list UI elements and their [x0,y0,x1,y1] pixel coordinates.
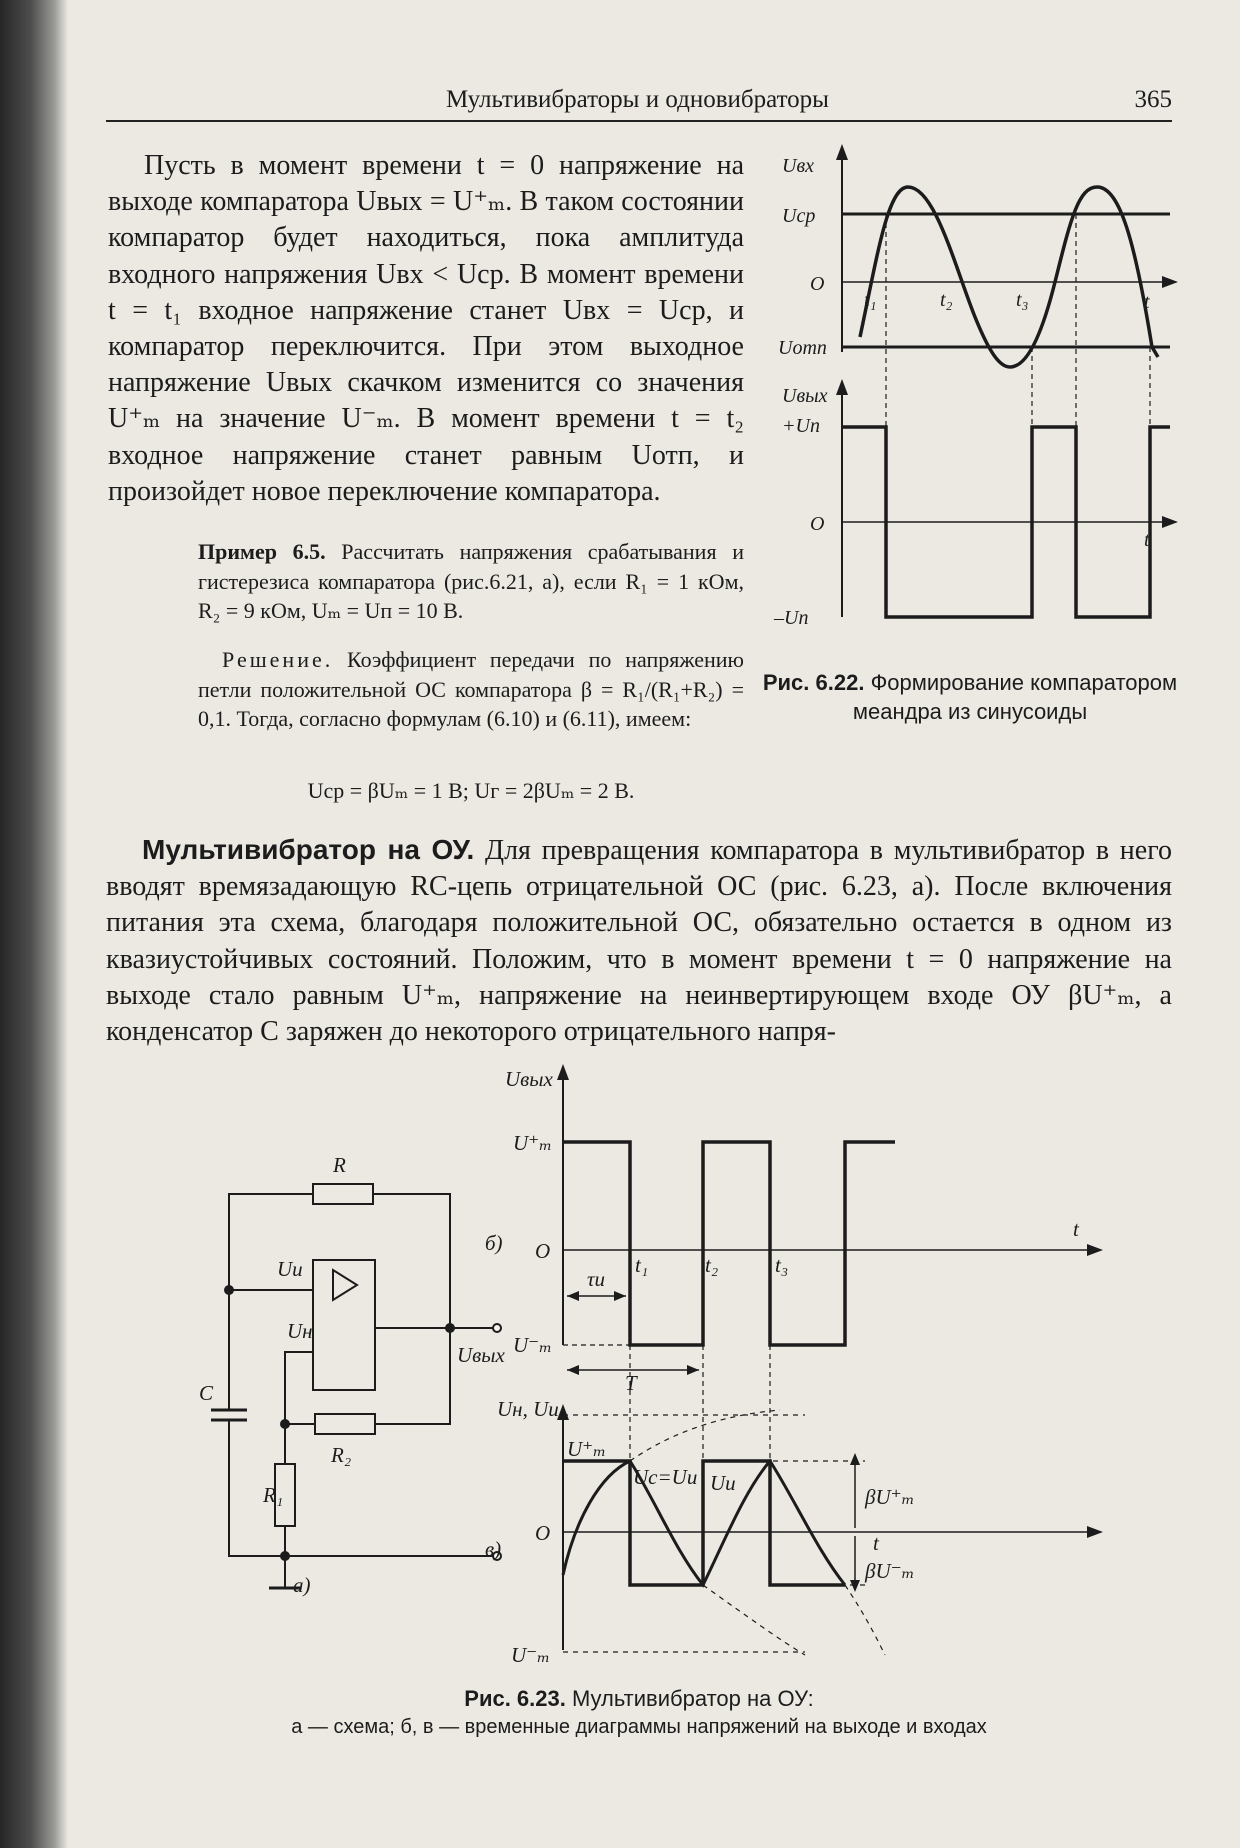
fig22-label-t-top: t [1144,291,1150,313]
label-panel-a: а) [293,1573,311,1597]
page-number: 365 [1134,86,1172,113]
label-c: C [199,1381,214,1405]
label-b-t3: t₃ [775,1253,789,1277]
section-multivibrator [106,832,1172,1050]
figure-6-23-caption [106,1685,1172,1741]
fig22-label-t3: t₃ [1016,289,1029,311]
fig22-label-t2: t₂ [940,289,953,311]
fig22-label-zero-bottom: O [810,513,825,535]
section-title: Мультивибратор на ОУ. [142,834,475,865]
label-v-panel: в) [485,1537,502,1561]
label-v-zero: O [535,1521,551,1545]
solution-label: Решение. [222,647,334,672]
label-r: R [333,1153,346,1177]
label-b-tau: τи [587,1267,606,1291]
fig23-b-square-wave [563,1142,895,1345]
label-ui: Uи [277,1257,303,1281]
figure-6-23 [199,1067,1165,1680]
fig23-caption-label: Рис. 6.23. [464,1686,566,1711]
fig22-caption-text: Формирование компаратором меандра из синусоиды [852,670,1178,724]
solution-formula: Uср = βUₘ = 1 В; Uг = 2βUₘ = 2 В. [307,778,635,803]
label-v-uc: Uс=Uи [633,1465,698,1489]
example-label: Пример 6.5. [198,539,326,564]
label-b-panel: б) [485,1231,503,1255]
label-uout: Uвых [457,1343,505,1367]
fig22-arrow-top [836,144,848,160]
fig22-label-usr: Uср [782,205,816,227]
output-terminal [493,1324,501,1332]
label-b-T: T [625,1371,637,1395]
label-v-ui: Uи [710,1471,736,1495]
fig22-label-zero-top: O [810,273,825,295]
label-v-beta-minus: βU⁻ₘ [865,1559,915,1583]
fig22-label-uout: Uвых [782,385,828,407]
solution-text: Коэффициент передачи по напряжению петли положительной ОС компаратора β = R₁/(R₁+R₂) = 0,1. Тогда, согласно формулам (6.10) и (6.11), имеем: [198,647,744,731]
label-un: Uн [287,1319,313,1343]
paragraph-comparator: Пусть в момент времени t = 0 напряжение на выходе компаратора Uвых = U⁺ₘ. В таком состоянии компаратор будет находиться, пока амплитуда входного напряжения Uвх < Uср. В момент времени t = t₁ входное напряжение станет Uвх = Uср, и компаратор переключится. При этом выходное напряжение Uвых скачком изменится со значения U⁺ₘ на значение U⁻ₘ. В момент времени t = t₂ входное напряжение станет равным Uотп, и произойдет новое переключение компаратора. [108,150,744,507]
fig22-label-plus-up: +Uп [782,415,820,437]
label-v-um-minus: U⁻ₘ [511,1643,551,1667]
fig23-plot-v [557,1404,1103,1655]
resistor-r2 [315,1414,375,1434]
example-text: Рассчитать напряжения срабатывания и гистерезиса компаратора (рис.6.21, а), если R₁ = 1 кОм, R₂ = 9 кОм, Uₘ = Uп = 10 В. [198,539,744,623]
label-b-t: t [1073,1217,1079,1241]
fig22-label-uotp: Uотп [778,337,827,359]
running-title: Мультивибраторы и одновибраторы [446,86,829,113]
solution [198,645,744,734]
label-b-um-plus: U⁺ₘ [513,1131,553,1155]
opamp [313,1260,375,1390]
figure-6-22 [760,142,1180,662]
label-v-beta-plus: βU⁺ₘ [865,1485,915,1509]
resistor-r [313,1184,373,1204]
fig23-caption-sub: а — схема; б, в — временные диаграммы напряжений на выходе и входах [291,1716,987,1738]
example-6-5 [198,537,744,626]
label-r2: R₂ [331,1443,352,1467]
fig23-plot-b [557,1064,1103,1510]
page-header [106,86,1172,122]
label-v-t: t [873,1531,879,1555]
label-b-um-minus: U⁻ₘ [513,1333,553,1357]
fig23-caption-text: Мультивибратор на ОУ: [565,1686,814,1711]
label-b-t1: t₁ [635,1253,649,1277]
figure-6-22-caption [760,668,1180,726]
label-b-zero: O [535,1239,551,1263]
fig22-label-uin: Uвх [782,155,815,177]
label-r1: R₁ [263,1483,284,1507]
fig22-label-minus-up: –Uп [774,607,809,629]
opamp-triangle [333,1270,357,1300]
fig22-label-t-bottom: t [1144,529,1150,551]
section-text: Для превращения компаратора в мультивибратор в него вводят времязадающую RC-цепь отрицательной ОС (рис. 6.23, а). После включения питания эта схема, благодаря положительной ОС, обязательно остается в одном из квазиустойчивых состояний. Положим, что в момент времени t = 0 напряжение на выходе стало равным U⁺ₘ, напряжение на неинвертирующем входе ОУ βU⁺ₘ, а конденсатор C заряжен до некоторого отрицательного напря- [106,835,1173,1048]
fig23-schematic [211,1184,501,1588]
book-spine-shadow [0,0,68,1848]
label-v-um-plus: U⁺ₘ [567,1437,607,1461]
fig22-caption-label: Рис. 6.22. [762,670,865,695]
label-v-axis: Uн, Uи [497,1397,559,1421]
label-b-t2: t₂ [705,1253,719,1277]
label-b-uout: Uвых [505,1067,553,1091]
fig22-label-t1: t₁ [864,289,877,311]
